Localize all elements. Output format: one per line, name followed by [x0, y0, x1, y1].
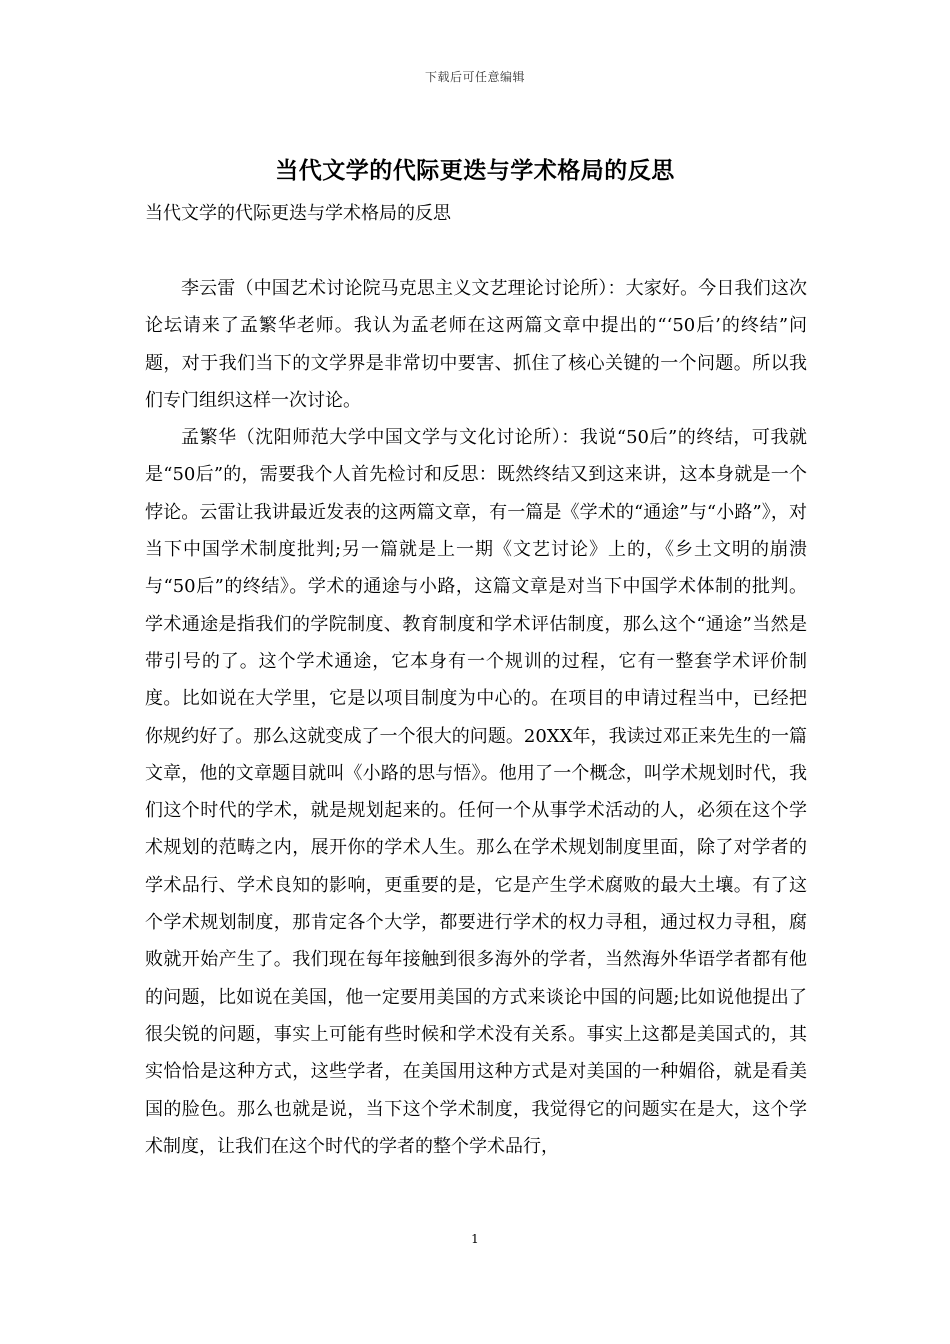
page-number: 1 [471, 1232, 479, 1246]
document-subtitle: 当代文学的代际更迭与学术格局的反思 [145, 203, 451, 224]
paragraph-li-yunlei: 李云雷（中国艺术讨论院马克思主义文艺理论讨论所）：大家好。今日我们这次论坛请来了孟繁华老师。我认为孟老师在这两篇文章中提出的“‘50后’的终结”问题，对于我们当下的文学界是非常切中要害、抓住了核心关键的一个问题。所以我们专门组织这样一次讨论。 [145, 278, 807, 411]
paragraph-meng-fanhua: 孟繁华（沈阳师范大学中国文学与文化讨论所）：我说“50后”的终结，可我就是“50后”的，需要我个人首先检讨和反思：既然终结又到这来讲，这本身就是一个悖论。云雷让我讲最近发表的这两篇文章，有一篇是《学术的“通途”与“小路”》，对当下中国学术制度批判;另一篇就是上一期《文艺讨论》上的，《乡土文明的崩溃与“50后”的终结》。学术的通途与小路，这篇文章是对当下中国学术体制的批判。学术通途是指我们的学院制度、教育制度和学术评估制度，那么这个“通途”当然是带引号的了。这个学术通途，它本身有一个规训的过程，它有一整套学术评价制度。比如说在大学里，它是以项目制度为中心的。在项目的申请过程当中，已经把你规约好了。那么这就变成了一个很大的问题。20XX年，我读过邓正来先生的一篇文章，他的文章题目就叫《小路的思与悟》。他用了一个概念，叫学术规划时代，我们这个时代的学术，就是规划起来的。任何一个从事学术活动的人，必须在这个学术规划的范畴之内，展开你的学术人生。那么在学术规划制度里面，除了对学者的学术品行、学术良知的影响，更重要的是，它是产生学术腐败的最大土壤。有了这个学术规划制度，那肯定各个大学，都要进行学术的权力寻租，通过权力寻租，腐败就开始产生了。我们现在每年接触到很多海外的学者，当然海外华语学者都有他的问题，比如说在美国，他一定要用美国的方式来谈论中国的问题;比如说他提出了很尖锐的问题，事实上可能有些时候和学术没有关系。事实上这都是美国式的，其实恰恰是这种方式，这些学者，在美国用这种方式是对美国的一种媚俗，就是看美国的脸色。那么也就是说，当下这个学术制度，我觉得它的问题实在是大，这个学术制度，让我们在这个时代的学者的整个学术品行， [145, 427, 807, 1157]
document-title: 当代文学的代际更迭与学术格局的反思 [275, 157, 675, 184]
header-note: 下载后可任意编辑 [424, 70, 525, 84]
document-body [145, 270, 807, 1165]
